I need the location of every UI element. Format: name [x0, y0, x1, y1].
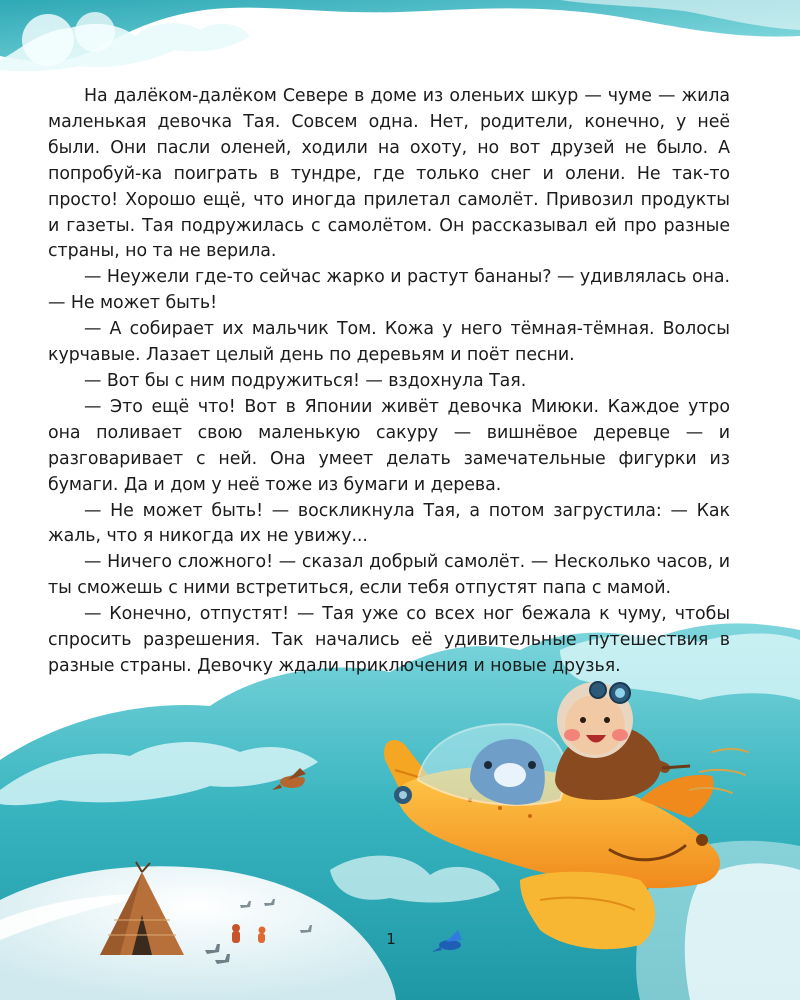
top-sky [0, 0, 800, 71]
paragraph: — Неужели где-то сейчас жарко и растут бананы? — удивлялась она. — Не может быть! [48, 267, 730, 314]
paragraph: — Не может быть! — воскликнула Тая, а потом загрустила: — Как жаль, что я никогда их не увижу... [48, 500, 730, 547]
paragraph: На далёком-далёком Севере в доме из оленьих шкур — чуме — жила маленькая девочка Тая. Совсем одна. Нет, родители, конечно, у неё были. Они пасли оленей, ходили на охоту, но вот друзей не было. А попробуй-ка поиграть в тундре, где только снег и олени. Не так-то просто! Хорошо ещё, что иногда прилетал самолёт. Привозил продукты и газеты. Тая подружилась с самолётом. Он рассказывал ей про разные страны, но та не верила. [48, 86, 730, 262]
paragraph: — Вот бы с ним подружиться! — вздохнула Тая. [84, 370, 527, 391]
paragraph: — Конечно, отпустят! — Тая уже со всех ног бежала к чуму, чтобы спросить разрешения. Так начались её удивительные путешествия в разные страны. Девочку ждали приключения и новые друзья. [48, 604, 730, 676]
paragraph: — Это ещё что! Вот в Японии живёт девочка Миюки. Каждое утро она поливает свою маленькую сакуру — вишнёвое деревце — и разговаривает с ней. Она умеет делать замечательные фигурки из бумаги. Да и дом у неё тоже из бумаги и дерева. [48, 396, 730, 495]
paragraph: — А собирает их мальчик Том. Кожа у него тёмная-тёмная. Волосы курчавые. Лазает целый день по деревьям и поёт песни. [48, 319, 730, 366]
page-number: 1 [386, 930, 396, 948]
story-text [48, 84, 730, 680]
paragraph: — Ничего сложного! — сказал добрый самолёт. — Несколько часов, и ты сможешь с ними встретиться, если тебя отпустят папа с мамой. [48, 552, 730, 599]
